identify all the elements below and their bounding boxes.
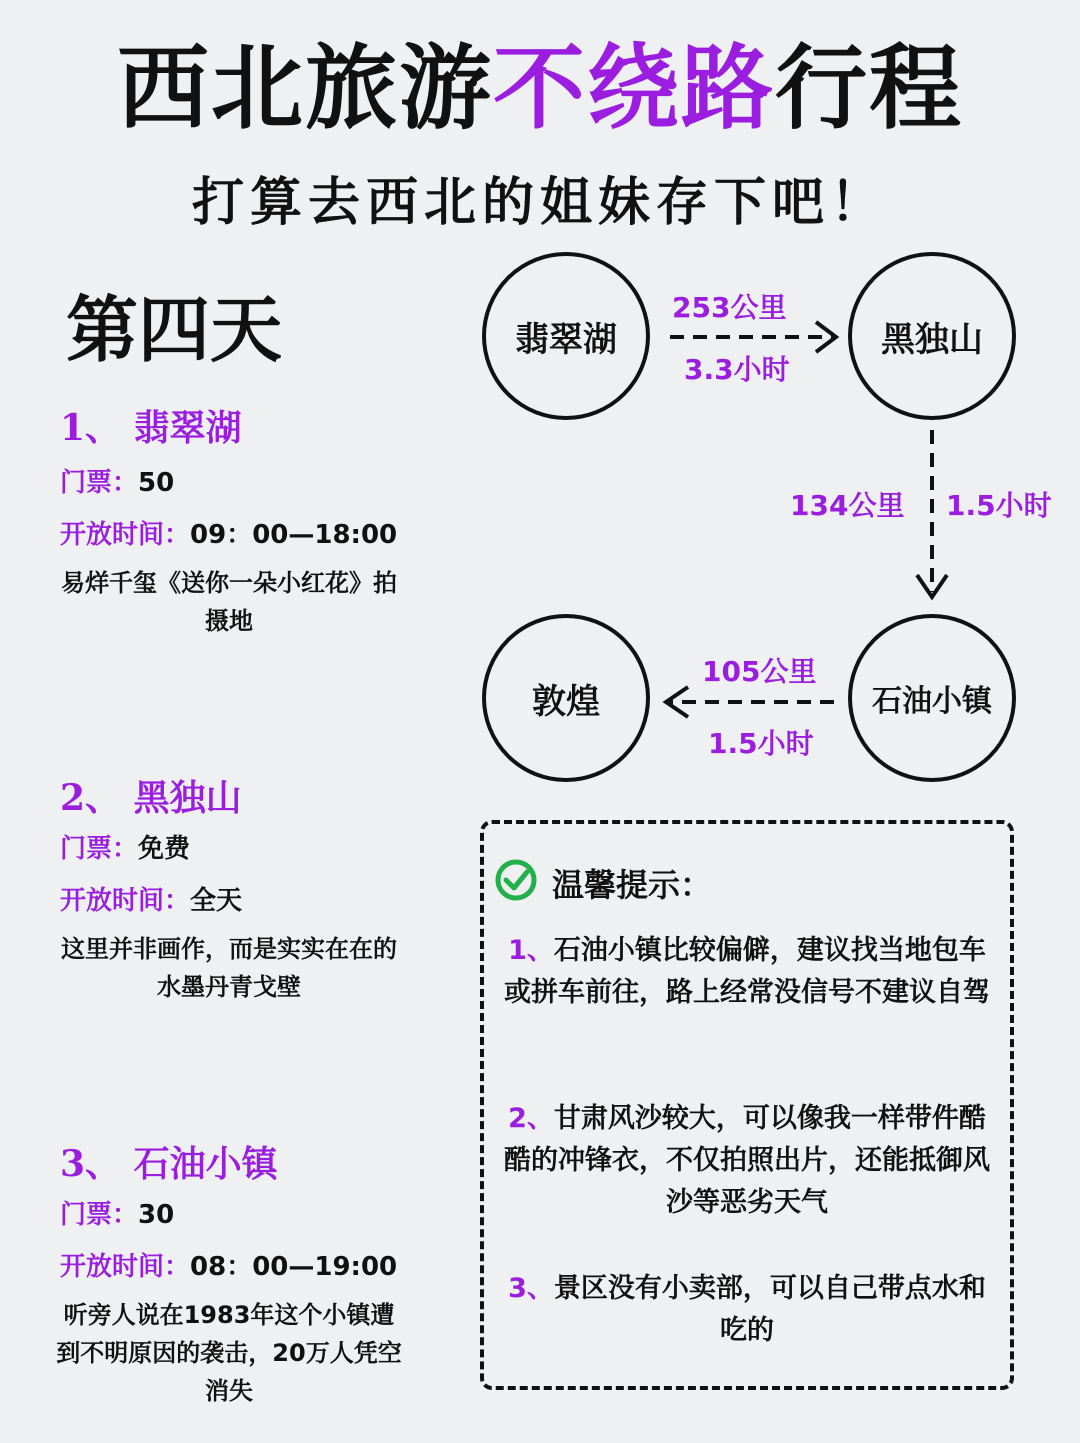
hours-value: 08：00—19:00 <box>190 1252 398 1282</box>
check-circle-icon <box>494 858 538 902</box>
leg-3-distance: 105公里 <box>702 655 817 688</box>
tip-text: 景区没有小卖部，可以自己带点水和吃的 <box>553 1273 986 1346</box>
tip-item-1 <box>502 930 992 1014</box>
spot-3-title: 3、 石油小镇 <box>60 1143 278 1185</box>
tip-number: 2、 <box>508 1103 554 1134</box>
title-part2: 行程 <box>775 34 964 142</box>
spot-3-note: 听旁人说在1983年这个小镇遭到不明原因的袭击，20万人凭空消失 <box>56 1301 402 1405</box>
title-part1: 西北旅游 <box>116 34 493 142</box>
leg-1-distance: 253公里 <box>672 291 787 324</box>
leg-3-time: 1.5小时 <box>708 727 814 760</box>
ticket-value: 免费 <box>138 834 191 864</box>
spot-1-note: 易烊千玺《送你一朵小红花》拍摄地 <box>61 569 397 635</box>
leg-2-distance: 134公里 <box>790 489 905 522</box>
hours-label: 开放时间： <box>60 520 191 550</box>
ticket-label: 门票： <box>60 1200 139 1230</box>
arrow-left <box>666 687 834 717</box>
ticket-label: 门票： <box>60 468 139 498</box>
arrow-down <box>917 430 947 597</box>
route-node-heidu-mountain: 黑独山 <box>848 252 1016 420</box>
leg-1-time: 3.3小时 <box>684 353 790 386</box>
hours-value: 09：00—18:00 <box>190 520 398 550</box>
tip-number: 1、 <box>508 935 554 966</box>
day-title: 第四天 <box>66 287 283 372</box>
tips-heading: 温馨提示： <box>552 866 713 904</box>
tip-item-3 <box>502 1268 992 1352</box>
page-subtitle: 打算去西北的姐妹存下吧！ <box>191 172 888 233</box>
spot-2-note: 这里并非画作，而是实实在在的水墨丹青戈壁 <box>61 935 397 1001</box>
ticket-value: 30 <box>138 1200 175 1230</box>
route-node-oil-town: 石油小镇 <box>848 614 1016 782</box>
tip-text: 石油小镇比较偏僻，建议找当地包车或拼车前往，路上经常没信号不建议自驾 <box>504 935 990 1008</box>
tip-number: 3、 <box>508 1273 554 1304</box>
ticket-value: 50 <box>138 468 175 498</box>
spot-1-title: 1、 翡翠湖 <box>60 407 242 449</box>
ticket-label: 门票： <box>60 834 139 864</box>
hours-label: 开放时间： <box>60 1252 191 1282</box>
route-node-feicui-lake: 翡翠湖 <box>482 252 650 420</box>
hours-value: 全天 <box>190 886 243 916</box>
route-node-dunhuang: 敦煌 <box>482 614 650 782</box>
tip-item-2 <box>502 1098 992 1224</box>
spot-2-title: 2、 黑独山 <box>60 777 242 819</box>
hours-label: 开放时间： <box>60 886 191 916</box>
title-highlight: 不绕路 <box>492 34 775 142</box>
leg-2-time: 1.5小时 <box>946 489 1052 522</box>
tip-text: 甘肃风沙较大，可以像我一样带件酷酷的冲锋衣，不仅拍照出片，还能抵御风沙等恶劣天气 <box>504 1103 990 1218</box>
